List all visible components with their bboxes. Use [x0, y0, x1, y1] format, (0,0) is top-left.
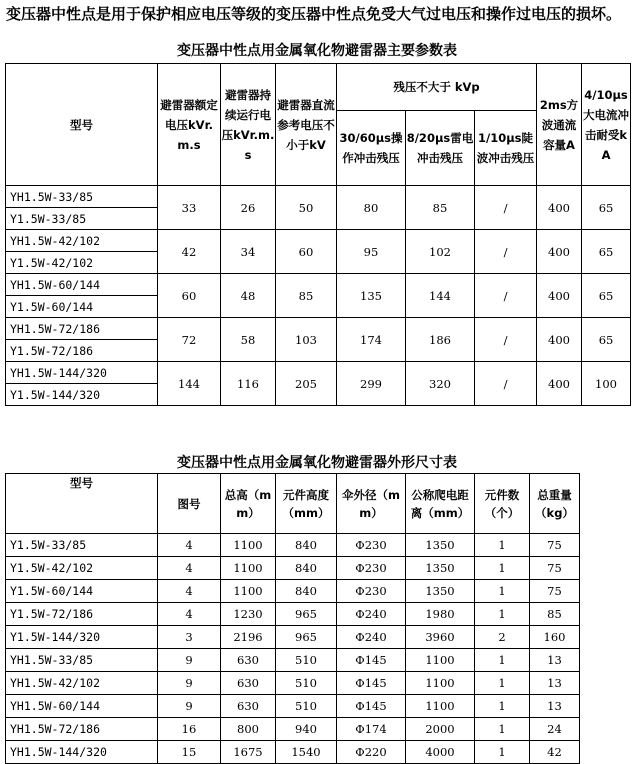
dc-reference-voltage-cell: 50 [276, 186, 337, 230]
dc-reference-voltage-cell: 85 [276, 274, 337, 318]
model-cell: YH1.5W-72/186 [6, 718, 158, 741]
continuous-voltage-cell: 34 [221, 230, 276, 274]
model-cell: YH1.5W-72/186 [6, 318, 158, 340]
value-cell: 2 [475, 626, 530, 649]
value-cell: 160 [530, 626, 580, 649]
value-cell: 4 [158, 557, 221, 580]
rated-voltage-cell: 72 [158, 318, 221, 362]
table-row [6, 603, 580, 626]
high-current-withstand-cell: 65 [582, 230, 631, 274]
square-wave-capacity-cell: 400 [537, 186, 582, 230]
value-cell: 9 [158, 695, 221, 718]
value-cell: 9 [158, 649, 221, 672]
dc-reference-voltage-cell: 60 [276, 230, 337, 274]
high-current-withstand-cell: 100 [582, 362, 631, 406]
model-cell: Y1.5W-72/186 [6, 340, 158, 362]
value-cell: 1350 [406, 557, 475, 580]
header-lightning-residual: 8/20μs雷电冲击残压 [406, 111, 475, 186]
value-cell: 510 [276, 695, 337, 718]
value-cell: 3960 [406, 626, 475, 649]
value-cell: 1 [475, 741, 530, 764]
continuous-voltage-cell: 26 [221, 186, 276, 230]
value-cell: 3 [158, 626, 221, 649]
header-dc-reference-voltage: 避雷器直流参考电压不小于kV [276, 64, 337, 186]
model-cell: Y1.5W-33/85 [6, 534, 158, 557]
table-row [6, 695, 580, 718]
value-cell: 9 [158, 672, 221, 695]
switching-residual-cell: 174 [337, 318, 406, 362]
model-cell: YH1.5W-42/102 [6, 230, 158, 252]
model-cell: Y1.5W-144/320 [6, 626, 158, 649]
value-cell: 13 [530, 649, 580, 672]
model-cell: YH1.5W-144/320 [6, 741, 158, 764]
value-cell: Φ220 [337, 741, 406, 764]
table-row [6, 741, 580, 764]
high-current-withstand-cell: 65 [582, 274, 631, 318]
header-square-wave-capacity: 2ms方波通流容量A [537, 64, 582, 186]
value-cell: 2196 [221, 626, 276, 649]
value-cell: 1675 [221, 741, 276, 764]
value-cell: 1540 [276, 741, 337, 764]
value-cell: 965 [276, 603, 337, 626]
table-row [6, 718, 580, 741]
value-cell: 1 [475, 649, 530, 672]
continuous-voltage-cell: 48 [221, 274, 276, 318]
continuous-voltage-cell: 58 [221, 318, 276, 362]
header-total-height: 总高（mm） [221, 474, 276, 534]
value-cell: 840 [276, 557, 337, 580]
value-cell: 1 [475, 695, 530, 718]
value-cell: Φ145 [337, 695, 406, 718]
header-shed-diameter: 伞外径（mm） [337, 474, 406, 534]
table-row [6, 318, 631, 340]
value-cell: 1100 [406, 649, 475, 672]
header-model: 型号 [6, 474, 158, 534]
switching-residual-cell: 299 [337, 362, 406, 406]
high-current-withstand-cell: 65 [582, 186, 631, 230]
model-cell: YH1.5W-33/85 [6, 649, 158, 672]
value-cell: 1100 [406, 672, 475, 695]
value-cell: 840 [276, 534, 337, 557]
square-wave-capacity-cell: 400 [537, 318, 582, 362]
value-cell: 13 [530, 695, 580, 718]
value-cell: Φ230 [337, 557, 406, 580]
rated-voltage-cell: 42 [158, 230, 221, 274]
value-cell: 1100 [221, 580, 276, 603]
lightning-residual-cell: 186 [406, 318, 475, 362]
steep-residual-cell: / [475, 230, 537, 274]
table-row [6, 534, 580, 557]
value-cell: 1 [475, 534, 530, 557]
value-cell: 1 [475, 557, 530, 580]
lightning-residual-cell: 102 [406, 230, 475, 274]
header-model: 型号 [6, 64, 158, 186]
value-cell: 75 [530, 534, 580, 557]
value-cell: Φ230 [337, 580, 406, 603]
value-cell: 1 [475, 718, 530, 741]
value-cell: 1350 [406, 534, 475, 557]
value-cell: Φ174 [337, 718, 406, 741]
value-cell: Φ145 [337, 649, 406, 672]
rated-voltage-cell: 33 [158, 186, 221, 230]
model-cell: Y1.5W-60/144 [6, 296, 158, 318]
value-cell: 510 [276, 672, 337, 695]
value-cell: 1980 [406, 603, 475, 626]
value-cell: Φ145 [337, 672, 406, 695]
value-cell: 13 [530, 672, 580, 695]
high-current-withstand-cell: 65 [582, 318, 631, 362]
square-wave-capacity-cell: 400 [537, 274, 582, 318]
value-cell: 42 [530, 741, 580, 764]
table-row [6, 274, 631, 296]
model-cell: Y1.5W-33/85 [6, 208, 158, 230]
header-continuous-voltage: 避雷器持续运行电压kVr.m.s [221, 64, 276, 186]
parameters-table [5, 63, 631, 406]
model-cell: YH1.5W-42/102 [6, 672, 158, 695]
value-cell: 630 [221, 695, 276, 718]
rated-voltage-cell: 60 [158, 274, 221, 318]
model-cell: YH1.5W-33/85 [6, 186, 158, 208]
model-cell: Y1.5W-144/320 [6, 384, 158, 406]
switching-residual-cell: 95 [337, 230, 406, 274]
table-row [6, 557, 580, 580]
table-row [6, 672, 580, 695]
table-row [6, 649, 580, 672]
value-cell: Φ230 [337, 534, 406, 557]
value-cell: 510 [276, 649, 337, 672]
dc-reference-voltage-cell: 205 [276, 362, 337, 406]
value-cell: 940 [276, 718, 337, 741]
value-cell: 1100 [221, 557, 276, 580]
value-cell: 800 [221, 718, 276, 741]
value-cell: 4000 [406, 741, 475, 764]
value-cell: 85 [530, 603, 580, 626]
switching-residual-cell: 135 [337, 274, 406, 318]
lightning-residual-cell: 85 [406, 186, 475, 230]
value-cell: 630 [221, 649, 276, 672]
rated-voltage-cell: 144 [158, 362, 221, 406]
intro-text: 变压器中性点是用于保护相应电压等级的变压器中性点免受大气过电压和操作过电压的损坏。 [6, 5, 622, 23]
value-cell: 2000 [406, 718, 475, 741]
steep-residual-cell: / [475, 318, 537, 362]
value-cell: 4 [158, 580, 221, 603]
header-residual-voltage-group: 残压不大于 kVp [337, 64, 537, 111]
value-cell: 15 [158, 741, 221, 764]
model-cell: Y1.5W-72/186 [6, 603, 158, 626]
value-cell: 4 [158, 603, 221, 626]
value-cell: 630 [221, 672, 276, 695]
model-cell: Y1.5W-42/102 [6, 557, 158, 580]
header-figure-no: 图号 [158, 474, 221, 534]
model-cell: Y1.5W-60/144 [6, 580, 158, 603]
table-row [6, 626, 580, 649]
value-cell: 1 [475, 580, 530, 603]
header-element-count: 元件数（个） [475, 474, 530, 534]
model-cell: YH1.5W-60/144 [6, 695, 158, 718]
value-cell: 4 [158, 534, 221, 557]
model-cell: YH1.5W-60/144 [6, 274, 158, 296]
header-steep-residual: 1/10μs陡波冲击残压 [475, 111, 537, 186]
value-cell: 16 [158, 718, 221, 741]
table-row [6, 186, 631, 208]
value-cell: Φ240 [337, 603, 406, 626]
dc-reference-voltage-cell: 103 [276, 318, 337, 362]
value-cell: 24 [530, 718, 580, 741]
value-cell: Φ240 [337, 626, 406, 649]
header-rated-voltage: 避雷器额定电压kVr.m.s [158, 64, 221, 186]
table1-title: 变压器中性点用金属氧化物避雷器主要参数表 [177, 43, 457, 59]
continuous-voltage-cell: 116 [221, 362, 276, 406]
header-switching-residual: 30/60μs操作冲击残压 [337, 111, 406, 186]
header-element-height: 元件高度（mm） [276, 474, 337, 534]
table-row [6, 362, 631, 384]
steep-residual-cell: / [475, 186, 537, 230]
model-cell: Y1.5W-42/102 [6, 252, 158, 274]
value-cell: 1 [475, 672, 530, 695]
table-row [6, 580, 580, 603]
value-cell: 840 [276, 580, 337, 603]
value-cell: 965 [276, 626, 337, 649]
value-cell: 1100 [406, 695, 475, 718]
header-high-current-withstand: 4/10μs大电流冲击耐受kA [582, 64, 631, 186]
square-wave-capacity-cell: 400 [537, 362, 582, 406]
value-cell: 1100 [221, 534, 276, 557]
value-cell: 1 [475, 603, 530, 626]
value-cell: 75 [530, 557, 580, 580]
lightning-residual-cell: 320 [406, 362, 475, 406]
dimensions-table [5, 473, 580, 764]
header-total-weight: 总重量（kg） [530, 474, 580, 534]
table-row [6, 230, 631, 252]
header-creepage-distance: 公称爬电距离（mm） [406, 474, 475, 534]
lightning-residual-cell: 144 [406, 274, 475, 318]
steep-residual-cell: / [475, 362, 537, 406]
value-cell: 1350 [406, 580, 475, 603]
table2-title: 变压器中性点用金属氧化物避雷器外形尺寸表 [177, 455, 457, 471]
switching-residual-cell: 80 [337, 186, 406, 230]
value-cell: 75 [530, 580, 580, 603]
steep-residual-cell: / [475, 274, 537, 318]
square-wave-capacity-cell: 400 [537, 230, 582, 274]
value-cell: 1230 [221, 603, 276, 626]
model-cell: YH1.5W-144/320 [6, 362, 158, 384]
